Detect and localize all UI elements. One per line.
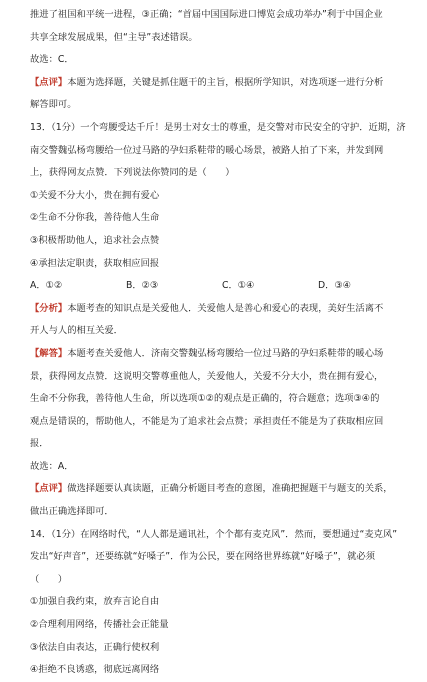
fenxi-tag: 【分析】: [30, 302, 68, 314]
option-d: D．③④: [318, 280, 352, 292]
statement-item: ①关爱不分大小，贵在拥有爱心: [30, 189, 160, 201]
jieda-tag: 【解答】: [30, 347, 68, 359]
jieda-text: 本题考查关爱他人．济南交警魏弘杨弯腰给一位过马路的孕妇系鞋带的暖心场: [67, 347, 384, 359]
answer-line: 故选：A．: [30, 460, 74, 472]
options-row: [30, 275, 415, 298]
answer-line: 故选：C．: [30, 54, 74, 66]
question-14-stem: 14．（1分）在网络时代，“人人都是通讯社，个个都有麦克风”．然而，要想通过“麦克风”: [30, 528, 398, 540]
question-13-stem: 13．（1分）一个弯腰受达千斤！是男士对女士的尊重，是交警对市民安全的守护．近期，济: [30, 121, 406, 133]
text-line: 报．: [30, 438, 49, 450]
statement-item: ②合理利用网络，传播社会正能量: [30, 619, 169, 631]
text-line: 推进了祖国和平统一进程，③正确；“首届中国国际进口博览会成功举办”利于中国企业: [30, 9, 383, 20]
dianping-text: 本题为选择题，关键是抓住题干的主旨，根据所学知识，对选项逐一进行分析: [67, 76, 384, 88]
option-a: A．①②: [30, 280, 63, 292]
statement-item: ④承担法定职责，获取相应回报: [30, 257, 160, 269]
text-line: 做出正确选择即可．: [30, 506, 114, 518]
statement-item: ③依法自由表达，正确行使权利: [30, 641, 160, 653]
text-line: 南交警魏弘杨弯腰给一位过马路的孕妇系鞋带的暖心场景，被路人拍了下来，并发到网: [30, 144, 384, 156]
text-line: 开人与人的相互关爱．: [30, 325, 123, 337]
option-c: C．①④: [222, 280, 255, 292]
text-line: 观点是错误的，帮助他人，不能是为了追求社会点赞；承担责任不能是为了获取相应回: [30, 415, 384, 427]
text-line: 共享全球发展成果，但“主导”表述错误。: [30, 31, 198, 43]
dianping-tag: 【点评】: [30, 76, 68, 88]
dianping-line: [30, 478, 415, 501]
dianping-text: 做选择题要认真读题，正确分析题目考查的意图，准确把握题干与题支的关系，: [67, 483, 393, 495]
option-b: B．②③: [126, 280, 159, 292]
statement-item: ①加强自我约束，放弃言论自由: [30, 596, 160, 608]
text-line: 发出“好声音”，还要练就“好嗓子”．作为公民，要在网络世界练就“好嗓子”，就必须: [30, 551, 375, 563]
text-line: 解答即可。: [30, 99, 77, 111]
text-line: 生命不分你我，善待他人生命，所以选项①②的观点是正确的，符合题意；选项③④的: [30, 393, 380, 405]
jieda-line: [30, 343, 415, 366]
text-line: 景，获得网友点赞．这说明交警尊重他人，关爱他人，关爱不分大小，贵在拥有爱心，: [30, 370, 384, 382]
text-line: （ ）: [30, 573, 68, 585]
statement-item: ④拒绝不良诱惑，彻底远离网络: [30, 664, 160, 676]
statement-item: ②生命不分你我，善待他人生命: [30, 212, 160, 224]
text-line: 上，获得网友点赞．下列说法你赞同的是（ ）: [30, 167, 235, 179]
statement-item: ③积极帮助他人，追求社会点赞: [30, 234, 160, 246]
dianping-line: [30, 72, 415, 95]
fenxi-line: [30, 298, 415, 321]
fenxi-text: 本题考查的知识点是关爱他人．关爱他人是善心和爱心的表现，美好生活离不: [67, 302, 384, 314]
dianping-tag: 【点评】: [30, 483, 68, 495]
